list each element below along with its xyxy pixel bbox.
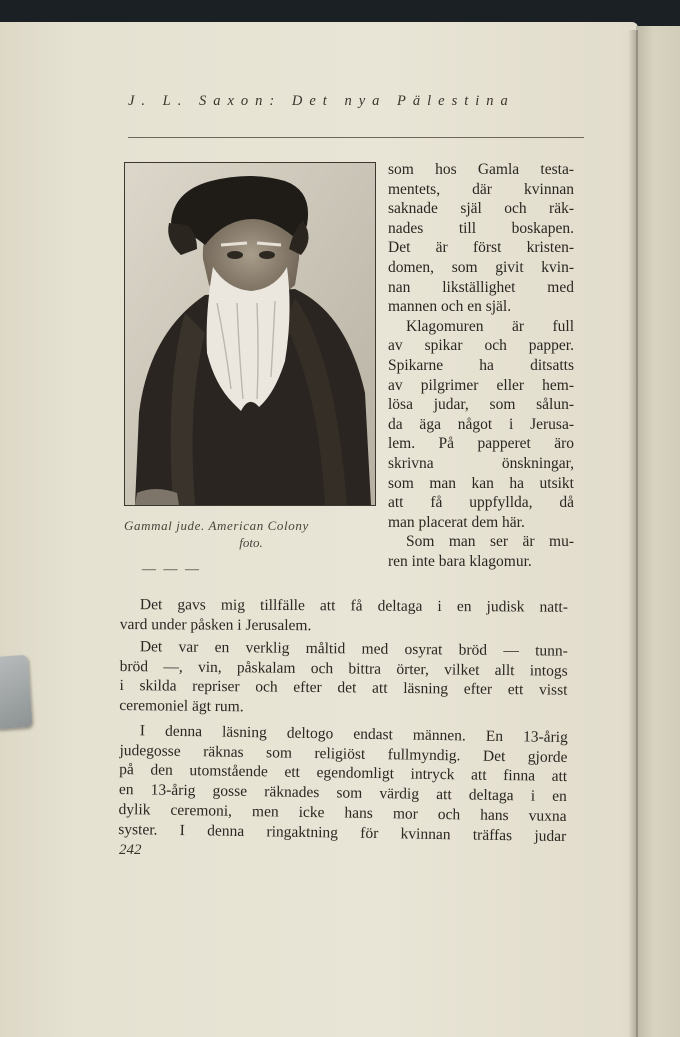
text-line: Det är först kristen-: [388, 239, 574, 257]
text-line: nades till boskapen.: [388, 219, 574, 237]
text-line: som hos Gamla testa-: [388, 161, 574, 178]
text-line: Det gavs mig tillfälle att få deltaga i en judisk natt-: [139, 596, 568, 616]
text-line: man placerat dem här.: [388, 513, 525, 531]
side-column: [388, 160, 574, 571]
caption-line: foto.: [239, 535, 263, 550]
text-line: Spikarne ha ditsatts: [388, 356, 574, 374]
book-gutter: [628, 30, 638, 1037]
text-line: i skilda repriser och efter det att läsning efter ett visst: [119, 677, 568, 700]
text-line: av spikar och papper.: [388, 337, 574, 355]
text-line: ceremoniel ägt rum.: [119, 697, 244, 716]
text-line: syster. I denna ringaktning för kvinnan träffas judar: [118, 820, 567, 845]
text-line: på den utomstående ett egendomligt intryck att finna att: [119, 761, 568, 786]
paragraph: [118, 721, 568, 846]
text-line: da äga något i Jerusa-: [388, 415, 574, 433]
text-line: lösa judar, som sålun-: [388, 396, 574, 414]
text-line: Som man ser är mu-: [406, 533, 574, 551]
text-line: Det var en verklig måltid med osyrat bröd — tunn-: [139, 638, 568, 661]
text-line: judegosse räknas som religiöst fullmyndig. Det gjorde: [119, 741, 568, 766]
section-separator: — — —: [142, 562, 201, 577]
text-line: nan likställighet med: [388, 278, 574, 296]
text-line: mentets, där kvinnan: [388, 180, 574, 198]
text-line: ren inte bara klagomur.: [388, 552, 532, 570]
text-line: saknade själ och räk-: [388, 200, 574, 218]
paragraph: [119, 637, 568, 720]
text-line: Klagomuren är full: [406, 317, 574, 335]
next-page-edge: [636, 26, 680, 1037]
text-line: skrivna önskningar,: [388, 454, 574, 472]
text-line: lem. På papperet äro: [388, 435, 574, 453]
header-rule: [128, 137, 584, 138]
portrait-photo: [124, 162, 376, 506]
text-line: att få uppfyllda, då: [388, 494, 574, 512]
body-text: [118, 595, 568, 845]
text-line: som man kan ha utsikt: [388, 474, 574, 492]
photo-caption: [124, 517, 374, 551]
page-clip: [0, 655, 32, 729]
portrait-photo-icon: [125, 163, 375, 505]
text-line: vard under påsken i Jerusalem.: [119, 615, 312, 634]
running-head: J. L. Saxon: Det nya Pälestina: [128, 93, 515, 109]
text-line: mannen och en själ.: [388, 298, 512, 316]
text-line: en 13-årig gosse räknades som värdig att deltaga i en: [118, 781, 568, 806]
text-line: dylik ceremoni, men icke hans mor och hans vuxna: [118, 801, 567, 826]
paragraph: [120, 595, 568, 637]
text-line: domen, som givit kvin-: [388, 258, 574, 276]
text-line: av pilgrimer eller hem-: [388, 376, 574, 394]
page-number: 242: [119, 842, 142, 858]
caption-line: Gammal jude. American Colony: [124, 518, 309, 533]
text-line: I denna läsning deltogo endast männen. En 13-årig: [139, 722, 568, 747]
text-line: bröd —, vin, påskalam och bittra örter, vilket allt intogs: [119, 658, 568, 680]
